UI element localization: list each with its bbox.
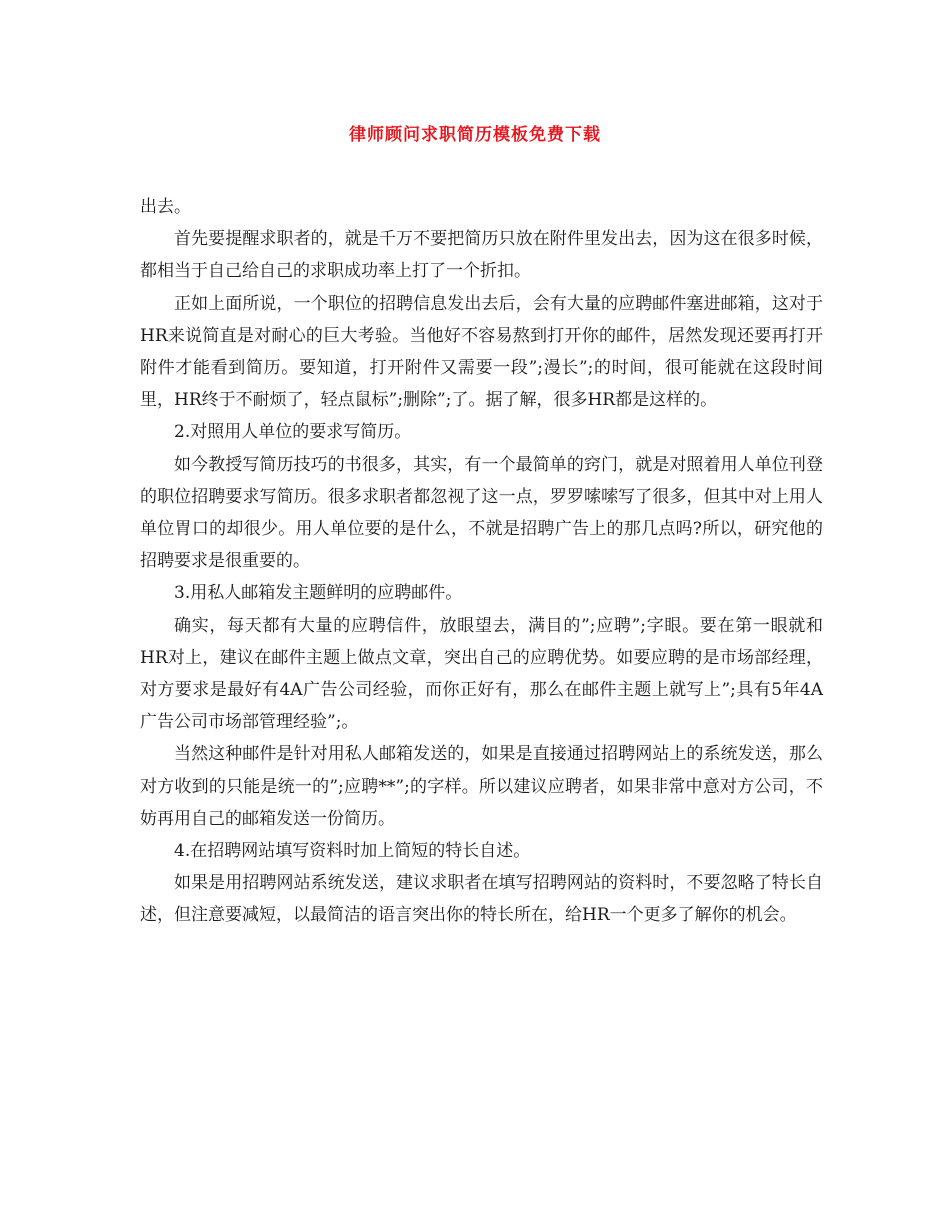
paragraph-4: 如今教授写简历技巧的书很多，其实，有一个最简单的窍门，就是对照着用人单位刊登的职位招聘要求写简历。很多求职者都忽视了这一点，罗罗嗦嗦写了很多，但其中对上用人单位胃口的却很少。用人单位要的是什么，不就是招聘广告上的那几点吗?所以，研究他的招聘要求是很重要的。	[140, 454, 823, 572]
document-body	[140, 191, 823, 932]
paragraph-2: 首先要提醒求职者的，就是千万不要把简历只放在附件里发出去，因为这在很多时候，都相当于自己给自己的求职成功率上打了一个折扣。	[140, 229, 823, 282]
paragraph-6: 当然这种邮件是针对用私人邮箱发送的，如果是直接通过招聘网站上的系统发送，那么对方收到的只能是统一的”;应聘**”;的字样。所以建议应聘者，如果非常中意对方公司，不妨再用自己的邮箱发送一份简历。	[140, 744, 823, 829]
paragraph-3: 正如上面所说，一个职位的招聘信息发出去后，会有大量的应聘邮件塞进邮箱，这对于HR来说简直是对耐心的巨大考验。当他好不容易熬到打开你的邮件，居然发现还要再打开附件才能看到简历。要知道，打开附件又需要一段”;漫长”;的时间，很可能就在这段时间里，HR终于不耐烦了，轻点鼠标”;删除”;了。据了解，很多HR都是这样的。	[140, 293, 823, 411]
paragraph-5: 确实，每天都有大量的应聘信件，放眼望去，满目的”;应聘”;字眼。要在第一眼就和HR对上，建议在邮件主题上做点文章，突出自己的应聘优势。如要应聘的是市场部经理，对方要求是最好有4A广告公司经验，而你正好有，那么在邮件主题上就写上”;具有5年4A广告公司市场部管理经验”;。	[140, 615, 823, 733]
section-heading-2: 2.对照用人单位的要求写简历。	[174, 422, 412, 443]
section-heading-3: 3.用私人邮箱发主题鲜明的应聘邮件。	[174, 583, 463, 604]
document-title: 律师顾问求职简历模板免费下载	[349, 125, 601, 145]
paragraph-7: 如果是用招聘网站系统发送，建议求职者在填写招聘网站的资料时，不要忽略了特长自述，但注意要减短，以最简洁的语言突出你的特长所在，给HR一个更多了解你的机会。	[140, 873, 823, 926]
section-heading-4: 4.在招聘网站填写资料时加上简短的特长自述。	[174, 841, 531, 862]
paragraph-1: 出去。	[140, 197, 191, 217]
